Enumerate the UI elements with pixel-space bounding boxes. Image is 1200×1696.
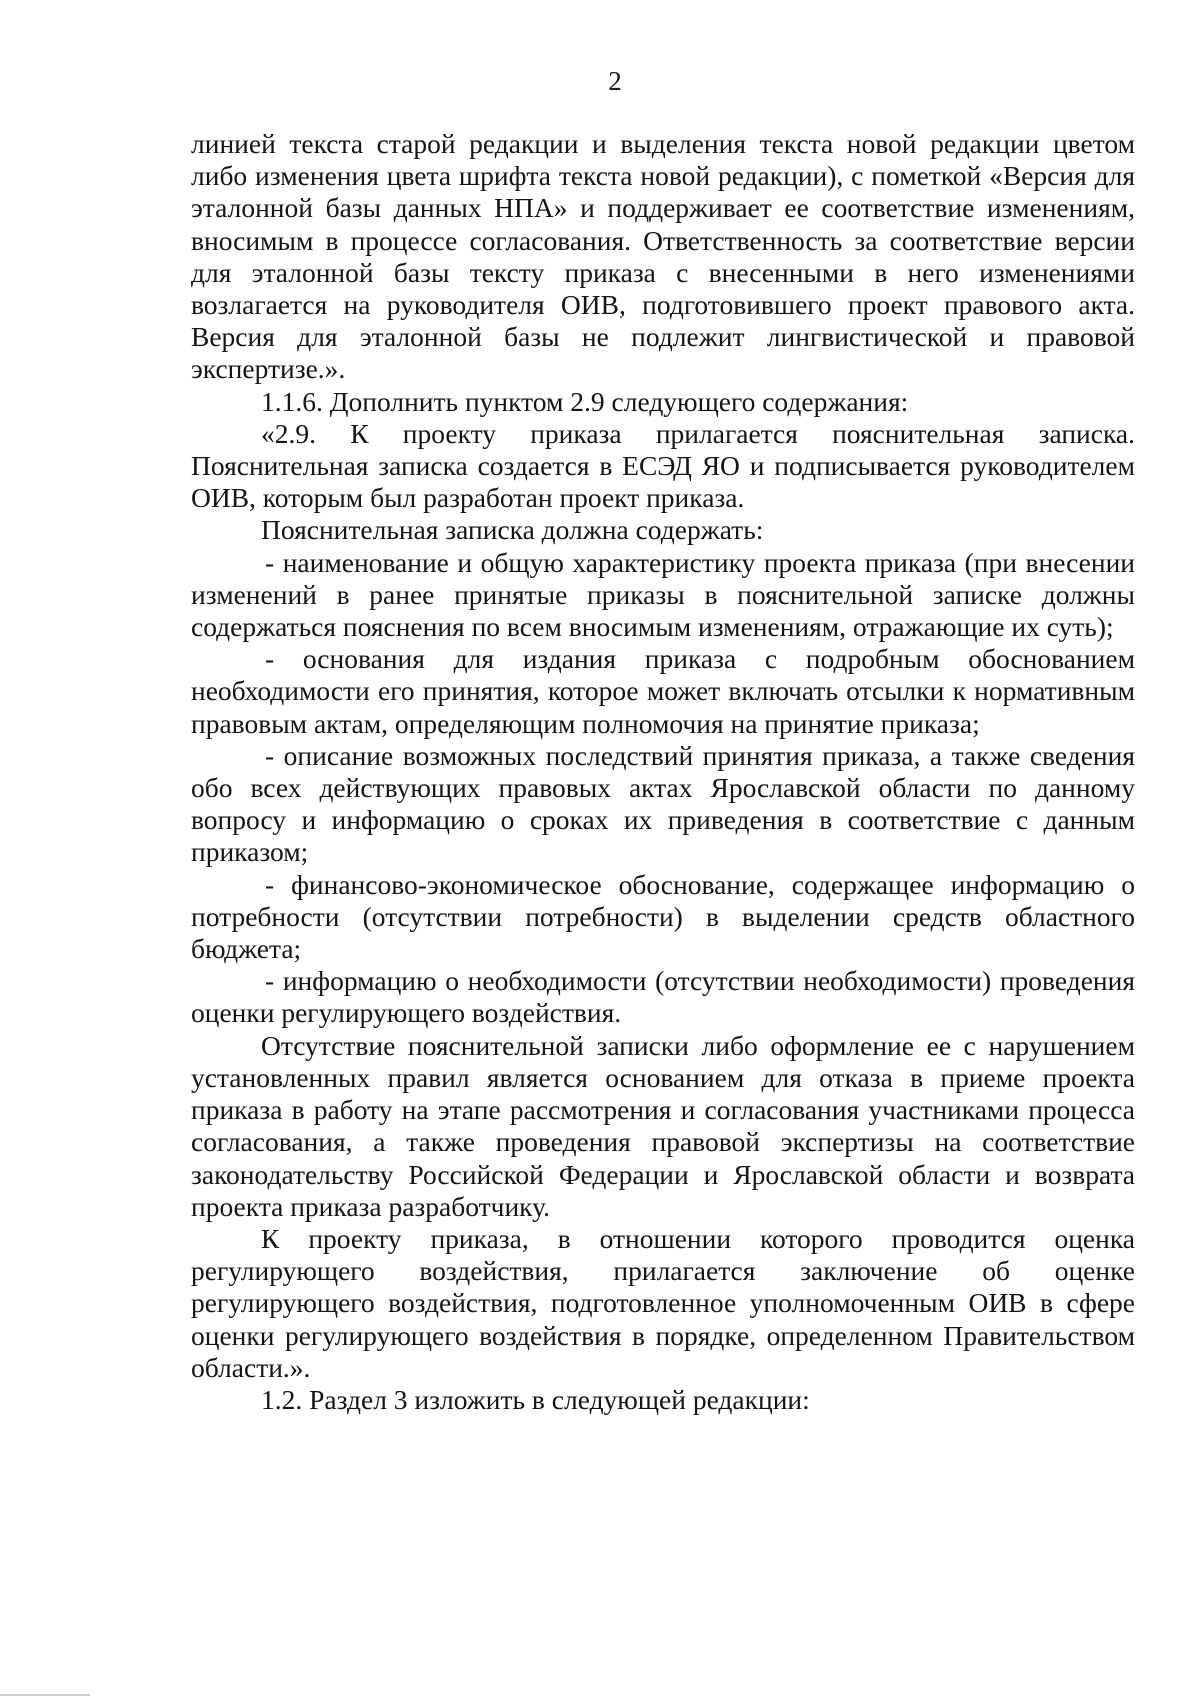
paragraph-item-2-9: «2.9. К проекту приказа прилагается пояснительная записка. Пояснительная записка создается в ЕСЭД ЯО и подписывается руководителем ОИВ, которым был разработан проект приказа. — [191, 417, 1135, 514]
paragraph-assessment: К проекту приказа, в отношении которого проводится оценка регулирующего воздействия, прилагается заключение об оценке регулирующего воздействия, подготовленное уполномоченным ОИВ в сфере оценки регулирующего воздействия в порядке, определенном Правительством области.». — [191, 1222, 1135, 1383]
page-number: 2 — [608, 66, 622, 96]
list-item-consequences: - описание возможных последствий принятия приказа, а также сведения обо всех действующих правовых актах Ярославской области по данному вопросу и информацию о сроках их приведения в соответствие с данным приказом; — [191, 739, 1135, 868]
list-item-name: - наименование и общую характеристику проекта приказа (при внесении изменений в ранее принятые приказы в пояснительной записке должны содержаться пояснения по всем вносимым изменениям, отражающие их суть); — [191, 546, 1135, 643]
list-item-grounds: - основания для издания приказа с подробным обоснованием необходимости его принятия, которое может включать отсылки к нормативным правовым актам, определяющим полномочия на принятие приказа; — [191, 643, 1135, 739]
paragraph-item-1-1-6: 1.1.6. Дополнить пунктом 2.9 следующего содержания: — [261, 385, 909, 417]
paragraph-absence: Отсутствие пояснительной записки либо оформление ее с нарушением установленных правил является основанием для отказа в приеме проекта приказа в работу на этапе рассмотрения и согласования участниками процесса согласования, а также проведения правовой экспертизы на соответствие законодательству Российской Федерации и Ярославской области и возврата проекта приказа разработчику. — [191, 1029, 1135, 1222]
paragraph-continuation: линией текста старой редакции и выделения текста новой редакции цветом либо изменения цвета шрифта текста новой редакции), с пометкой «Версия для эталонной базы данных НПА» и поддерживает ее соответствие изменениям, вносимым в процессе согласования. Ответственность за соответствие версии для эталонной базы тексту приказа с внесенными в него изменениями возлагается на руководителя ОИВ, подготовившего проект правового акта. Версия для эталонной базы не подлежит лингвистической и правовой экспертизе.». — [191, 128, 1135, 385]
document-body — [191, 128, 1135, 1416]
paragraph-note-contents: Пояснительная записка должна содержать: — [261, 514, 764, 546]
list-item-financial: - финансово-экономическое обоснование, содержащее информацию о потребности (отсутствии потребности) в выделении средств областного бюджета; — [191, 868, 1135, 965]
list-item-regulatory: - информацию о необходимости (отсутствии необходимости) проведения оценки регулирующего воздействия. — [191, 965, 1135, 1029]
paragraph-item-1-2: 1.2. Раздел 3 изложить в следующей редакции: — [261, 1383, 810, 1415]
